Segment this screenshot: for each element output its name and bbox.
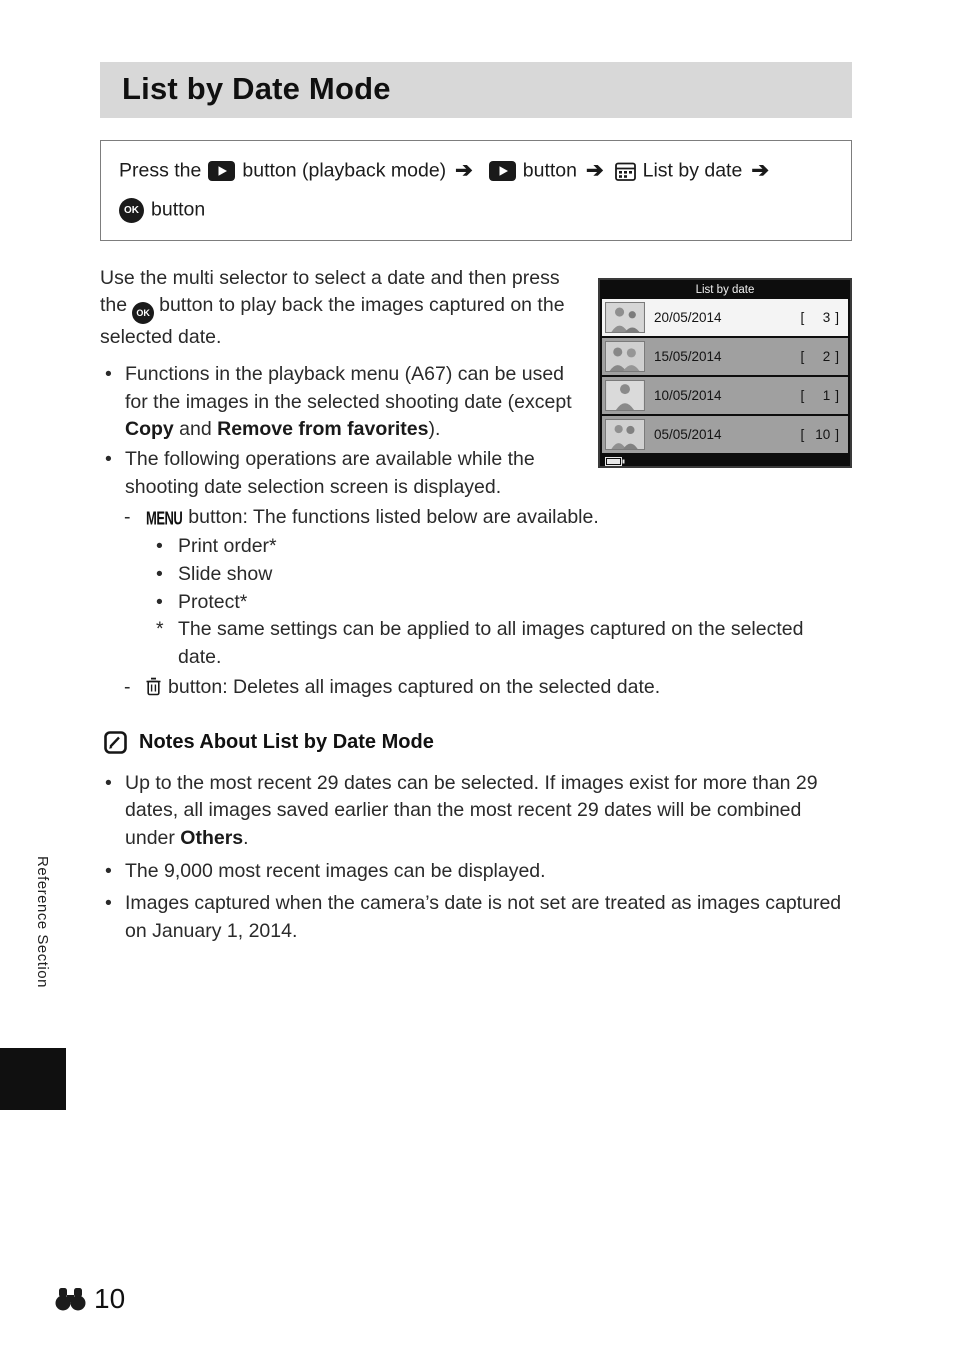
menu-option <box>156 533 852 561</box>
camera-screen-figure <box>598 278 852 468</box>
text: ). <box>428 418 441 441</box>
date-row <box>602 338 848 375</box>
note-text: • The 9,000 most recent images can be displayed. <box>125 859 546 882</box>
count-value: 10 <box>815 426 831 442</box>
command-text: Press the <box>119 159 202 182</box>
command-text: button <box>151 198 206 221</box>
row-date: 20/05/2014 <box>654 309 722 325</box>
text: button: Deletes all images captured on the selected date. <box>168 675 661 698</box>
row-date: 15/05/2014 <box>654 348 722 364</box>
date-row <box>602 299 848 336</box>
photo-thumbnail <box>605 302 645 333</box>
bullet-text: • The following operations are available while the shooting date selection screen is displayed. <box>125 448 535 498</box>
camera-screen <box>598 278 852 468</box>
bracket: [ <box>800 348 805 364</box>
bullet-text <box>125 361 574 444</box>
bracket: [ <box>800 309 805 325</box>
command-text: button (playback mode) <box>242 159 447 182</box>
bracket: ] <box>835 309 839 325</box>
then-arrow-icon: ➔ <box>585 159 604 183</box>
page-title: List by Date Mode <box>122 71 391 106</box>
text: ) can be used for the images in the selected shooting date (except <box>125 363 572 413</box>
footnote-mark: * <box>156 618 164 641</box>
photo-thumbnail <box>605 419 645 450</box>
count-value: 1 <box>822 387 831 403</box>
menu-option <box>156 561 852 589</box>
playback-button-icon <box>208 161 235 181</box>
menu-option <box>156 589 852 617</box>
note-icon <box>104 731 127 754</box>
text: button: The functions listed below are available. <box>188 505 599 528</box>
notes-section <box>100 728 852 946</box>
battery-icon <box>605 457 625 466</box>
ok-button-icon: OK <box>132 302 154 324</box>
text: . <box>243 827 249 850</box>
bracket: ] <box>835 426 839 442</box>
bullet-playback-menu <box>100 361 574 444</box>
notes-bullets <box>100 770 852 946</box>
delete-button-icon <box>146 677 161 696</box>
bracket: ] <box>835 387 839 403</box>
bracket: [ <box>800 387 805 403</box>
page-reference: A67 <box>411 363 446 386</box>
body-content <box>100 265 852 946</box>
note-item <box>100 858 852 886</box>
page-number-value: 10 <box>94 1283 126 1314</box>
note-item <box>100 890 852 945</box>
photo-thumbnail <box>605 380 645 411</box>
ok-button-icon: OK <box>119 198 144 223</box>
photo-thumbnail <box>605 341 645 372</box>
text: and <box>173 418 218 441</box>
command-text: button <box>522 159 577 182</box>
date-row <box>602 377 848 414</box>
page-number <box>54 1283 125 1315</box>
screen-title: List by date <box>695 283 755 296</box>
count-value: 2 <box>822 348 831 364</box>
footnote <box>156 616 852 671</box>
delete-button-item <box>124 674 852 702</box>
bullet-operations <box>100 446 574 501</box>
bracket: ] <box>835 348 839 364</box>
date-row <box>602 416 848 453</box>
row-count <box>800 425 848 444</box>
list-by-date-icon <box>615 161 636 181</box>
row-count <box>800 308 848 327</box>
notes-heading: Notes About List by Date Mode <box>139 731 434 754</box>
footnote-text: The same settings can be applied to all images captured on the selected date. <box>178 618 804 668</box>
menu-button-icon: MENU <box>146 506 183 529</box>
bracket: [ <box>800 426 805 442</box>
text: Functions in the playback menu ( <box>125 363 412 386</box>
option-label: • Print order* <box>178 535 277 558</box>
page-title-bar <box>100 62 852 118</box>
then-arrow-icon: ➔ <box>455 159 473 183</box>
section-tab-marker <box>0 1048 66 1110</box>
row-date: 05/05/2014 <box>654 426 722 442</box>
then-arrow-icon: ➔ <box>751 159 769 183</box>
reference-section-icon <box>54 1287 87 1311</box>
command-sequence-box <box>100 140 852 241</box>
dash-text <box>146 504 852 532</box>
row-date: 10/05/2014 <box>654 387 722 403</box>
option-label: • Protect* <box>178 590 248 613</box>
intro-text: button to play back the images captured on the selected date. <box>100 294 565 349</box>
text: Up to the most recent 29 dates can be selected. If images exist for more than 29 dates, all images saved earlier than the most recent 29 dates will be combined under <box>125 771 818 850</box>
sidebar-section-label: Reference Section <box>34 856 51 988</box>
row-count <box>800 347 848 366</box>
text-bold: Remove from favorites <box>217 418 429 441</box>
text-bold: Copy <box>125 418 174 441</box>
note-item <box>100 770 852 853</box>
notes-heading-row <box>104 728 852 756</box>
note-text: • Images captured when the camera’s date is not set are treated as images captured on January 1, 2014. <box>125 892 842 943</box>
option-label: • Slide show <box>178 562 273 585</box>
menu-options-list <box>156 533 852 616</box>
menu-button-item <box>124 504 852 532</box>
count-value: 3 <box>822 309 831 325</box>
row-count <box>800 386 848 405</box>
playback-button-icon <box>489 161 516 181</box>
dash-text <box>146 674 852 702</box>
intro-text: Use the multi selector to select a date and then press the <box>100 266 560 317</box>
screen-status-bar <box>602 455 848 468</box>
command-text: List by date <box>642 159 743 182</box>
text-bold: Others <box>180 827 244 850</box>
note-text <box>125 770 852 853</box>
